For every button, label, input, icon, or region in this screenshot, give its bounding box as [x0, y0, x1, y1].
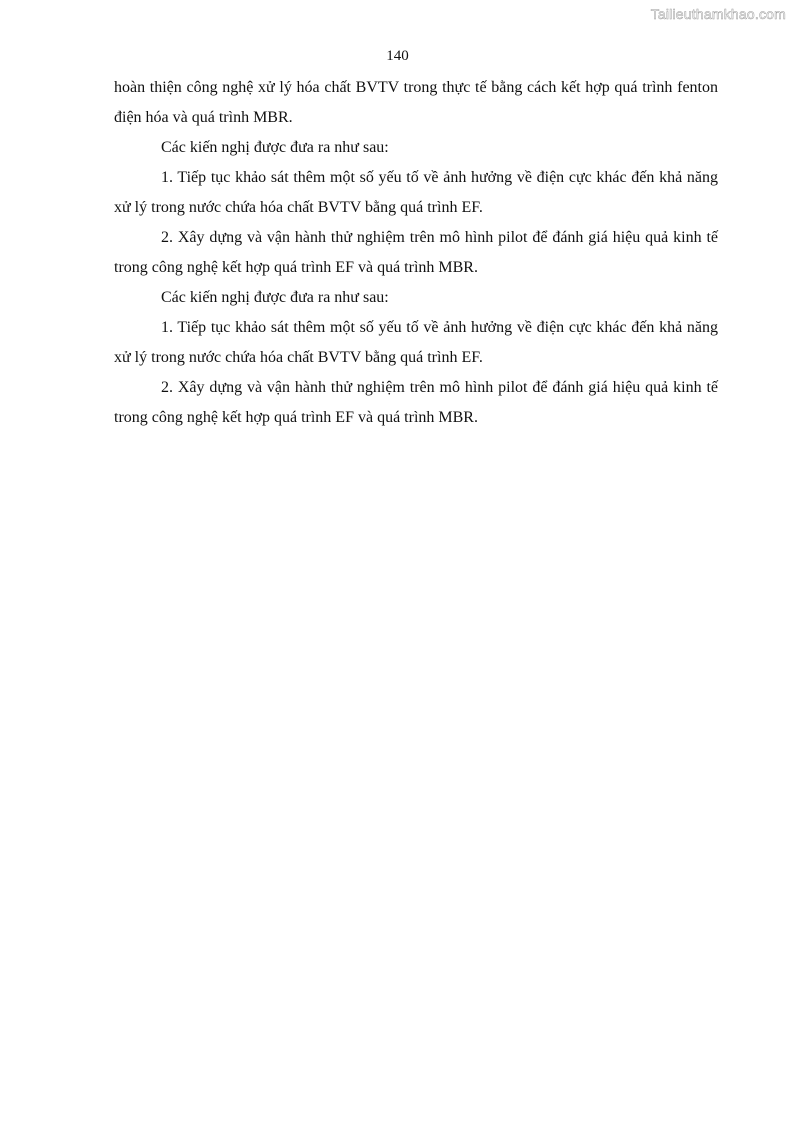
watermark-logo: Tailieuthamkhao.com: [650, 6, 786, 22]
paragraph-recommendation-2-repeat: 2. Xây dựng và vận hành thử nghiệm trên mô hình pilot để đánh giá hiệu quả kinh tế trong công nghệ kết hợp quá trình EF và quá trình MBR.: [114, 379, 718, 426]
paragraph-recommendation-1: 1. Tiếp tục khảo sát thêm một số yếu tố về ảnh hưởng về điện cực khác đến khả năng xử lý trong nước chứa hóa chất BVTV bằng quá trình EF.: [114, 169, 718, 216]
paragraph-recommendations-intro-repeat: Các kiến nghị được đưa ra như sau:: [161, 289, 389, 306]
paragraph-continuation: hoàn thiện công nghệ xử lý hóa chất BVTV trong thực tế bằng cách kết hợp quá trình fenton điện hóa và quá trình MBR.: [114, 79, 718, 126]
document-body: [114, 73, 718, 433]
paragraph-recommendation-1-repeat: 1. Tiếp tục khảo sát thêm một số yếu tố về ảnh hưởng về điện cực khác đến khả năng xử lý trong nước chứa hóa chất BVTV bằng quá trình EF.: [114, 319, 718, 366]
paragraph-recommendation-2: 2. Xây dựng và vận hành thử nghiệm trên mô hình pilot để đánh giá hiệu quả kinh tế trong công nghệ kết hợp quá trình EF và quá trình MBR.: [114, 229, 718, 276]
page-number: 140: [386, 48, 409, 64]
paragraph-recommendations-intro: Các kiến nghị được đưa ra như sau:: [161, 139, 389, 156]
